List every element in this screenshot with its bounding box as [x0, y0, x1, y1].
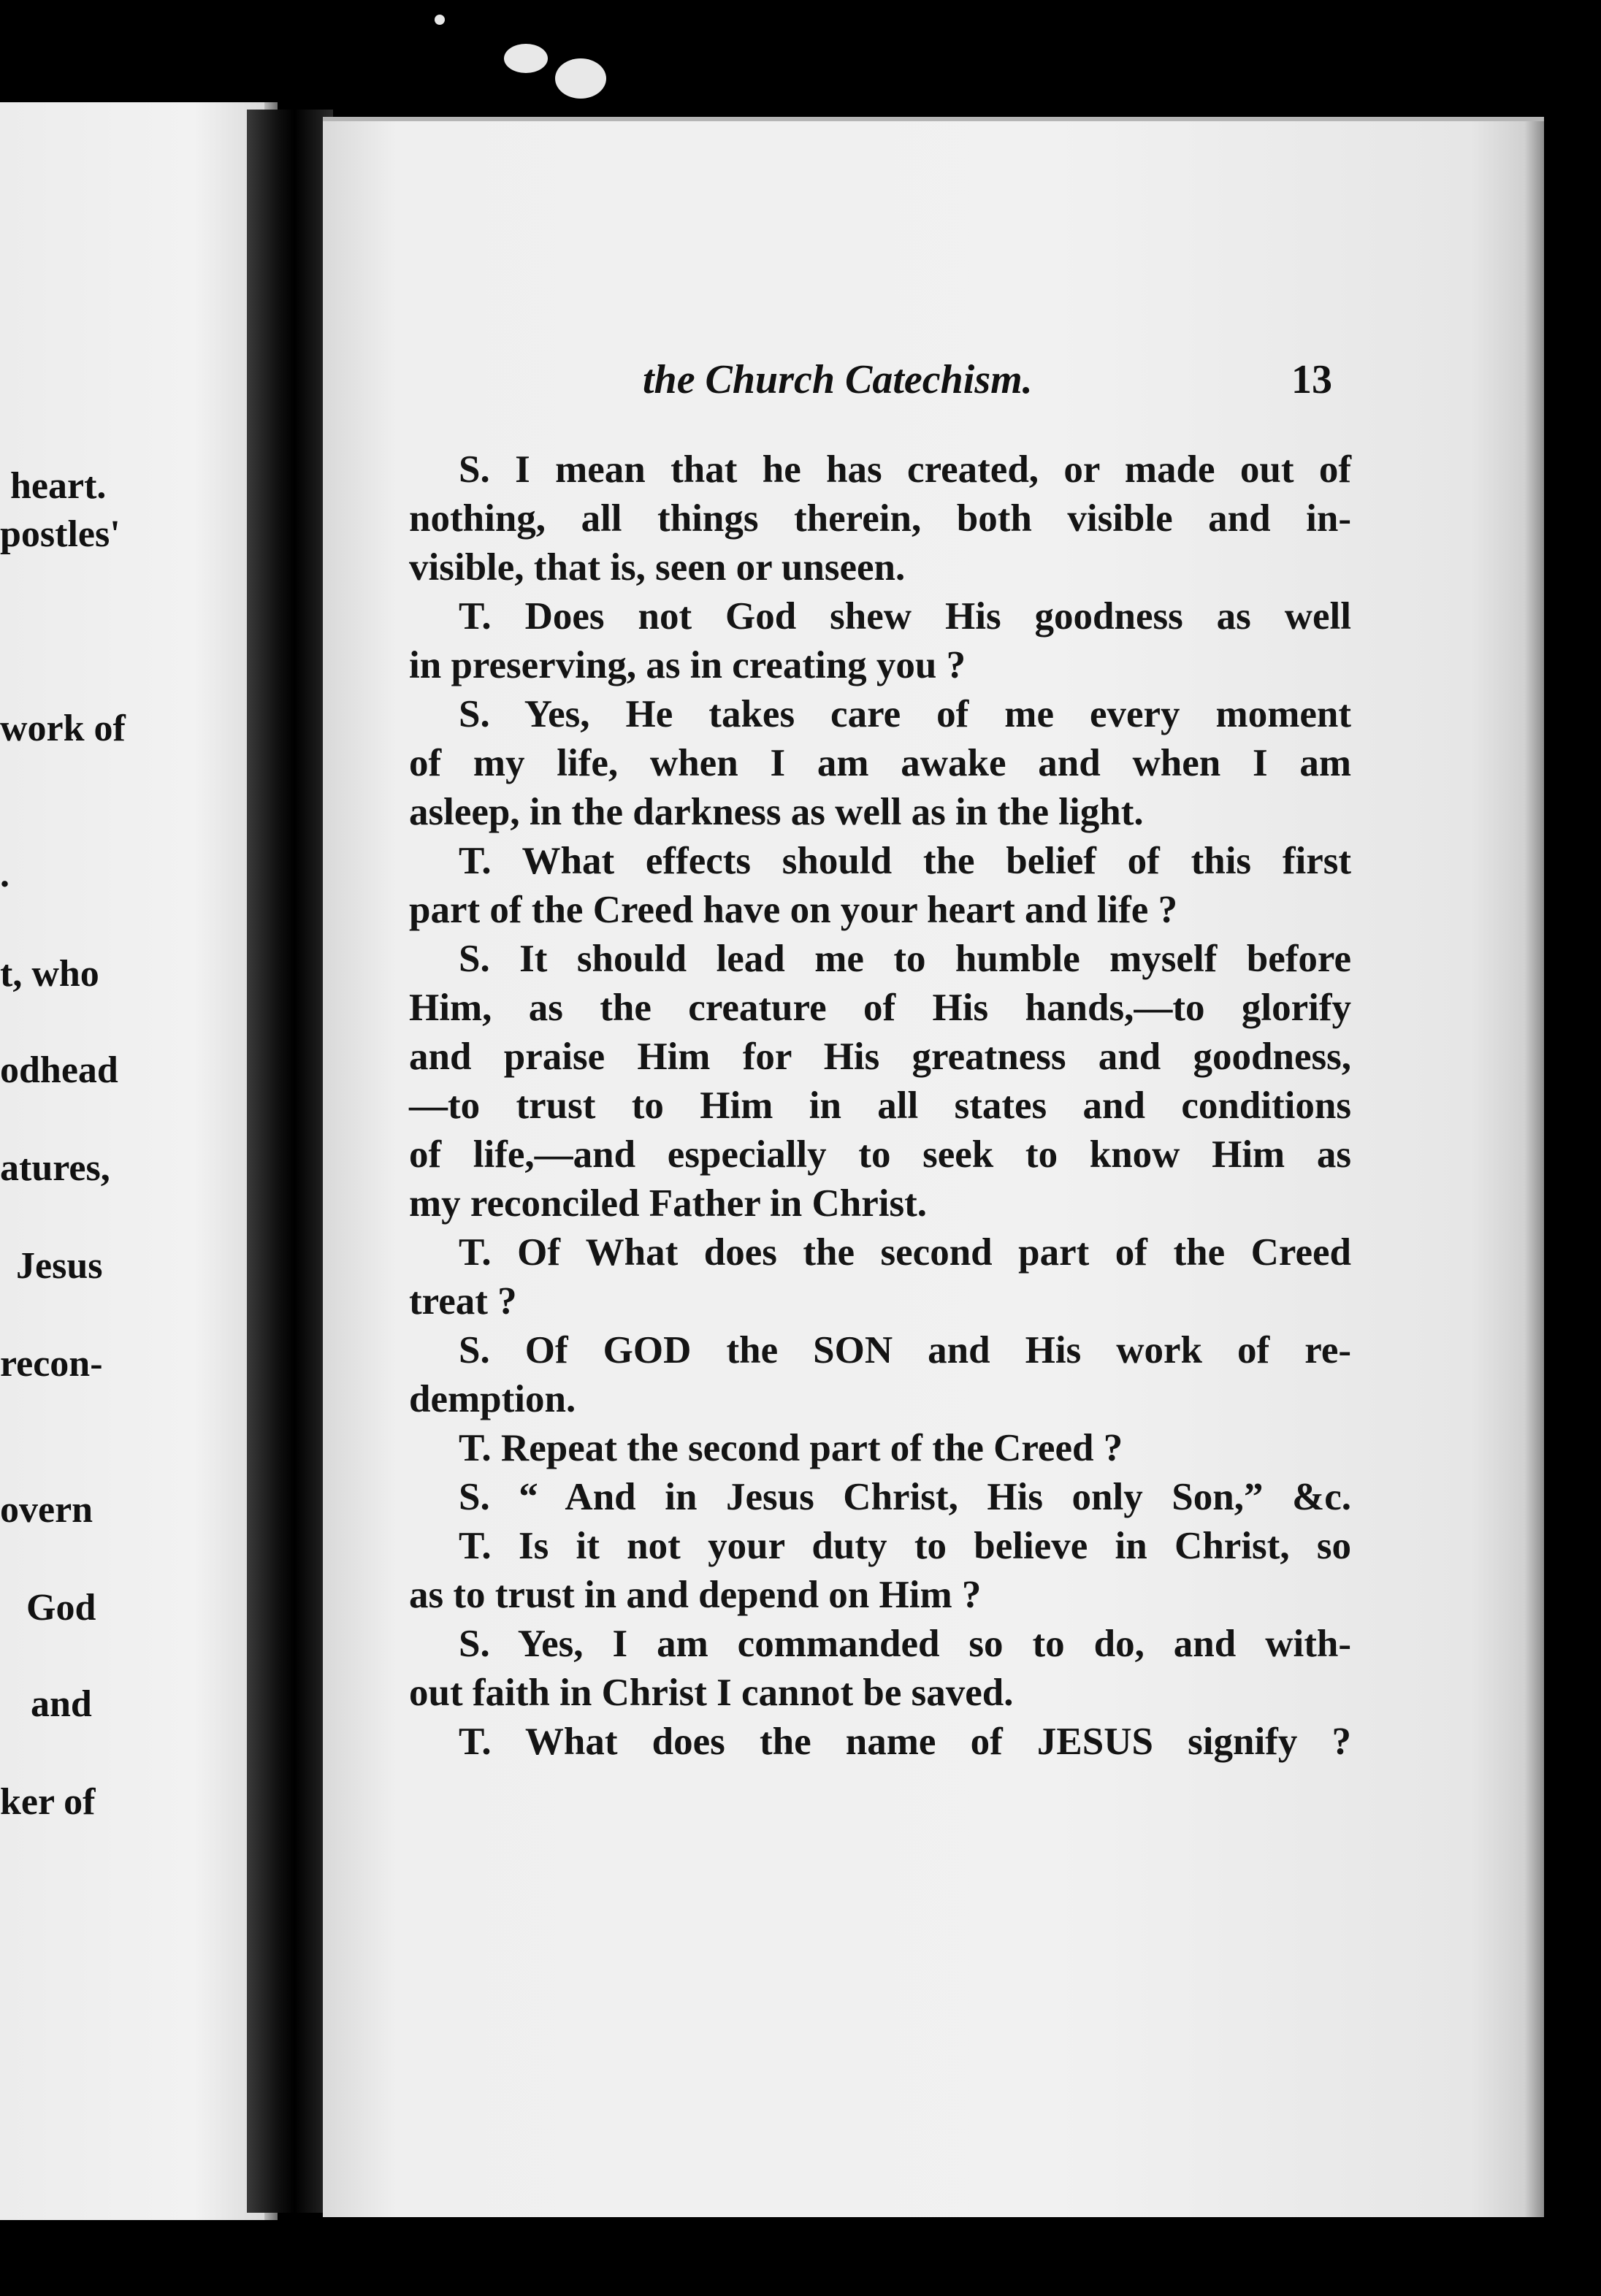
left-fragment: t, who [0, 953, 99, 995]
text-line: S. Yes, He takes care of me every moment [459, 693, 1351, 735]
text-line: S. I mean that he has created, or made out of [459, 448, 1351, 491]
text-line: as to trust in and depend on Him ? [409, 1574, 982, 1616]
text-line: demption. [409, 1378, 576, 1420]
dust-speck [555, 58, 606, 99]
text-line: part of the Creed have on your heart and life ? [409, 889, 1178, 931]
text-line: nothing, all things therein, both visible and in- [409, 497, 1351, 540]
left-fragment: overn [0, 1489, 93, 1531]
text-line: T. Of What does the second part of the Creed [459, 1231, 1351, 1274]
text-line: T. Does not God shew His goodness as well [459, 595, 1351, 638]
text-line: in preserving, as in creating you ? [409, 644, 966, 686]
text-line: asleep, in the darkness as well as in the light. [409, 791, 1144, 833]
book-gutter [247, 110, 333, 2213]
left-fragment: God [26, 1587, 96, 1629]
left-fragment: heart. [10, 465, 107, 507]
text-line: S. Yes, I am commanded so to do, and with- [459, 1623, 1351, 1665]
text-line: and praise Him for His greatness and goodness, [409, 1036, 1351, 1078]
text-line: of life,—and especially to seek to know Him as [409, 1133, 1351, 1176]
text-line: —to trust to Him in all states and conditions [409, 1084, 1351, 1127]
text-line: my reconciled Father in Christ. [409, 1182, 928, 1225]
left-fragment: Jesus [16, 1245, 103, 1287]
left-fragment: odhead [0, 1049, 118, 1091]
text-line: S. It should lead me to humble myself before [459, 938, 1351, 980]
dust-speck [435, 15, 445, 25]
left-fragment: postles' [0, 513, 121, 555]
text-line: S. “ And in Jesus Christ, His only Son,” &c. [459, 1476, 1351, 1518]
text-line: out faith in Christ I cannot be saved. [409, 1672, 1014, 1714]
left-fragment: work of [0, 708, 126, 749]
page-number: 13 [1291, 357, 1332, 402]
text-line: T. What does the name of JESUS signify ? [459, 1721, 1351, 1763]
left-fragment: and [31, 1683, 92, 1725]
text-line: treat ? [409, 1280, 517, 1323]
text-line: T. Is it not your duty to believe in Christ, so [459, 1525, 1351, 1567]
catechism-text-block [409, 445, 1351, 1767]
left-fragment: . [0, 854, 9, 895]
text-line: Him, as the creature of His hands,—to glorify [409, 987, 1351, 1029]
dust-speck [504, 44, 548, 73]
text-line: visible, that is, seen or unseen. [409, 546, 906, 589]
text-line: of my life, when I am awake and when I am [409, 742, 1351, 784]
text-line: T. Repeat the second part of the Creed ? [459, 1427, 1123, 1469]
right-page-edge [1525, 121, 1544, 2217]
text-line: T. What effects should the belief of this first [459, 840, 1351, 882]
left-fragment: recon- [0, 1343, 103, 1385]
running-head: the Church Catechism. [643, 357, 1033, 402]
text-line: S. Of GOD the SON and His work of re- [459, 1329, 1351, 1371]
left-fragment: atures, [0, 1147, 110, 1189]
left-fragment: ker of [0, 1781, 96, 1823]
